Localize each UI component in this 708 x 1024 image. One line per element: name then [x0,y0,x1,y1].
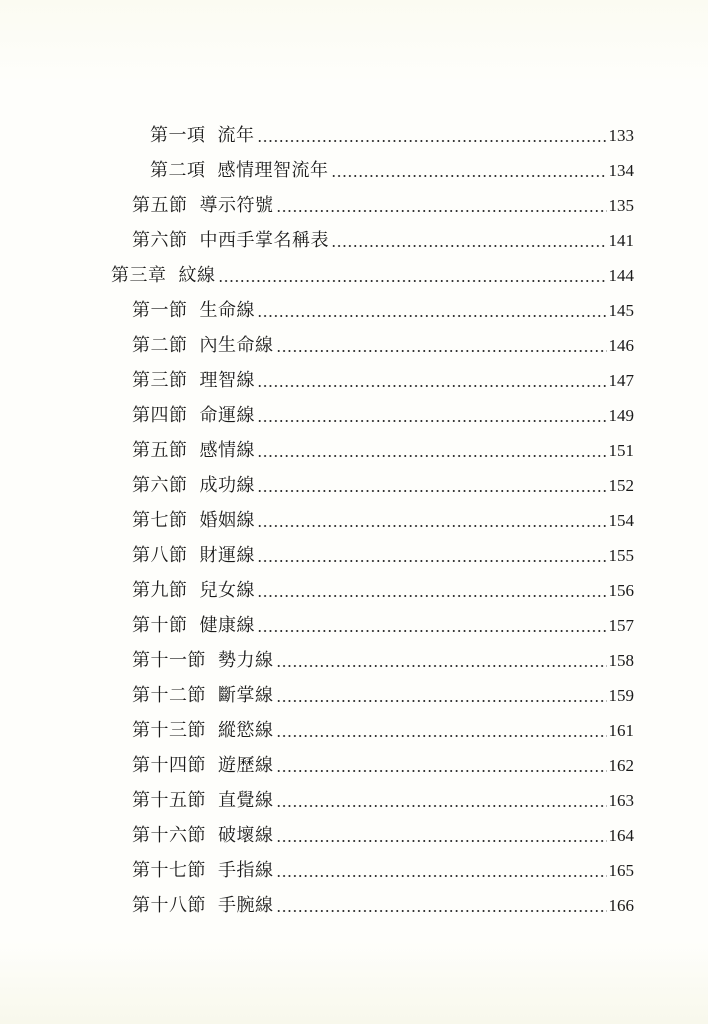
toc-entry-title: 感情線 [199,440,255,461]
toc-entry-number: 第六節 [132,230,188,251]
toc-entry-page: 161 [608,721,634,740]
toc-entry-page: 162 [608,756,634,775]
toc-entry [132,708,634,742]
toc-entry-title: 流年 [217,125,255,146]
dot-leader [257,630,607,632]
dot-leader [257,140,607,142]
toc-entry-title: 生命線 [199,300,255,321]
toc-entry-page: 163 [608,791,634,810]
toc-entry-number: 第二節 [132,335,188,356]
toc-entry [132,323,634,357]
toc-entry [132,848,634,882]
dot-leader [331,175,607,177]
toc-entry [132,883,634,917]
toc-entry [132,533,634,567]
dot-leader [257,385,607,387]
toc-entry [132,498,634,532]
toc-entry-page: 133 [608,126,634,145]
toc-entry-number: 第六節 [132,475,188,496]
toc-entry-number: 第四節 [132,405,188,426]
toc-entry [132,183,634,217]
toc-entry-number: 第十二節 [132,685,206,706]
toc-entry-title: 命運線 [199,405,255,426]
toc-entry [132,393,634,427]
toc-entry-title: 斷掌線 [218,685,274,706]
dot-leader [218,280,607,282]
toc-entry-page: 144 [608,266,634,285]
toc-entry-page: 166 [608,896,634,915]
toc-entry-title: 兒女線 [199,580,255,601]
toc-entry-number: 第七節 [132,510,188,531]
toc-entry-page: 164 [608,826,634,845]
dot-leader [257,490,607,492]
toc-entry-page: 156 [608,581,634,600]
toc-entry [132,568,634,602]
toc-entry-title: 健康線 [199,615,255,636]
toc-entry [132,743,634,777]
dot-leader [257,455,607,457]
toc-entry-page: 149 [608,406,634,425]
toc-entry [150,113,634,147]
dot-leader [276,840,607,842]
toc-entry-number: 第五節 [132,440,188,461]
toc-entry-title: 勢力線 [218,650,274,671]
toc-entry-title: 導示符號 [199,195,274,216]
toc-entry-number: 第八節 [132,545,188,566]
toc-entry-title: 婚姻線 [199,510,255,531]
toc-entry-page: 155 [608,546,634,565]
toc-entry [132,603,634,637]
toc-entry-number: 第二項 [150,160,206,181]
toc-entry-title: 手腕線 [218,895,274,916]
toc-entry-number: 第十三節 [132,720,206,741]
toc-entry-number: 第十節 [132,615,188,636]
dot-leader [276,805,607,807]
toc-entry-number: 第三節 [132,370,188,391]
toc-entry-number: 第十八節 [132,895,206,916]
toc-entry-title: 手指線 [218,860,274,881]
toc-entry-number: 第五節 [132,195,188,216]
toc-entry-title: 內生命線 [199,335,274,356]
dot-leader [257,560,607,562]
toc-entry-title: 縱慾線 [218,720,274,741]
toc-entry-page: 158 [608,651,634,670]
toc-entry-page: 165 [608,861,634,880]
toc-entry [132,673,634,707]
toc-entry-number: 第一節 [132,300,188,321]
dot-leader [276,735,607,737]
dot-leader [276,875,607,877]
toc-entry-page: 145 [608,301,634,320]
toc-entry-number: 第九節 [132,580,188,601]
dot-leader [276,700,607,702]
dot-leader [257,315,607,317]
toc-entry [132,638,634,672]
toc-entry-number: 第十五節 [132,790,206,811]
toc-entry-page: 154 [608,511,634,530]
dot-leader [331,245,607,247]
toc-entry-title: 紋線 [178,265,216,286]
dot-leader [276,350,607,352]
toc-entry-title: 直覺線 [218,790,274,811]
toc-entry-page: 157 [608,616,634,635]
toc-entry-title: 中西手掌名稱表 [199,230,329,251]
toc-entry-title: 理智線 [199,370,255,391]
toc-entry [132,218,634,252]
toc-entry-number: 第一項 [150,125,206,146]
dot-leader [276,910,607,912]
toc-entry-number: 第十六節 [132,825,206,846]
toc-entry-number: 第十四節 [132,755,206,776]
toc-entry-page: 159 [608,686,634,705]
toc-entry [132,463,634,497]
toc-entry-page: 135 [608,196,634,215]
toc-entry-page: 151 [608,441,634,460]
toc-entry-page: 134 [608,161,634,180]
toc-entry-title: 破壞線 [218,825,274,846]
toc-entry [132,813,634,847]
toc-entry-number: 第三章 [111,265,167,286]
toc-entry-page: 147 [608,371,634,390]
toc-entry-page: 141 [608,231,634,250]
toc-entry-title: 財運線 [199,545,255,566]
toc-entry-number: 第十七節 [132,860,206,881]
toc-entry [132,778,634,812]
toc-entry [132,428,634,462]
toc-entry-title: 感情理智流年 [217,160,329,181]
dot-leader [276,210,607,212]
dot-leader [276,665,607,667]
toc-entry-page: 152 [608,476,634,495]
dot-leader [257,420,607,422]
toc-entry [132,288,634,322]
dot-leader [257,595,607,597]
toc-entry-number: 第十一節 [132,650,206,671]
dot-leader [257,525,607,527]
toc-entry-title: 遊歷線 [218,755,274,776]
toc-entry [150,148,634,182]
toc-entry [111,253,634,287]
dot-leader [276,770,607,772]
toc-entry-page: 146 [608,336,634,355]
toc-entry [132,358,634,392]
toc-entry-title: 成功線 [199,475,255,496]
